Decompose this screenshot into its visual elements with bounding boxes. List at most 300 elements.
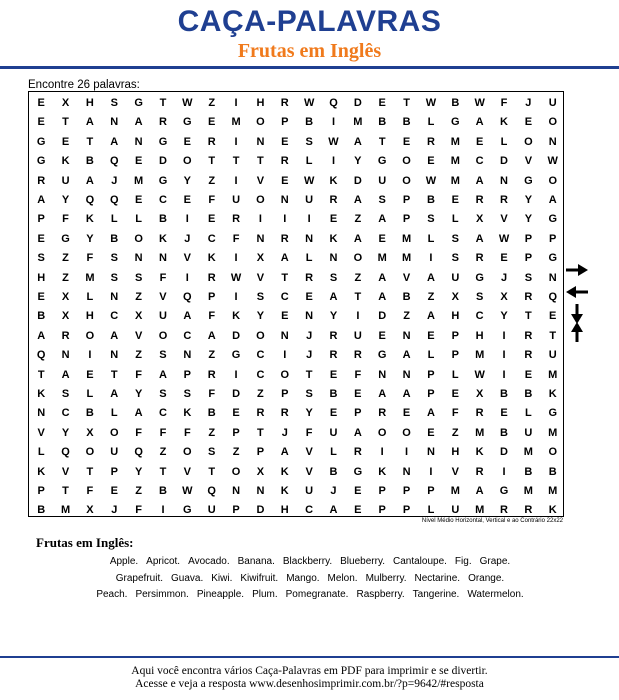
grid-letter[interactable]: L (37, 446, 45, 459)
grid-letter[interactable]: Y (305, 407, 313, 420)
grid-letter[interactable]: Z (135, 485, 142, 497)
grid-letter[interactable]: B (451, 97, 460, 109)
grid-letter[interactable]: W (182, 485, 193, 497)
grid-letter[interactable]: T (305, 368, 313, 381)
grid-letter[interactable]: R (207, 368, 216, 381)
grid-letter[interactable]: A (280, 446, 289, 459)
grid-letter[interactable]: E (329, 368, 338, 381)
grid-letter[interactable]: Z (451, 426, 459, 439)
grid-letter[interactable]: Z (159, 446, 167, 459)
grid-letter[interactable]: U (548, 97, 557, 109)
grid-letter[interactable]: B (402, 291, 411, 303)
grid-letter[interactable]: B (500, 426, 508, 439)
grid-letter[interactable]: G (36, 155, 46, 168)
grid-letter[interactable]: U (329, 426, 338, 439)
grid-letter[interactable]: A (378, 271, 387, 284)
grid-letter[interactable]: X (61, 310, 70, 323)
grid-letter[interactable]: T (110, 368, 118, 381)
grid-letter[interactable]: B (37, 310, 46, 323)
grid-letter[interactable]: O (256, 329, 265, 342)
grid-letter[interactable]: O (134, 232, 143, 245)
grid-letter[interactable]: A (475, 485, 484, 497)
grid-letter[interactable]: E (549, 310, 557, 323)
grid-letter[interactable]: T (159, 97, 167, 109)
grid-letter[interactable]: O (353, 252, 363, 265)
grid-letter[interactable]: S (451, 232, 459, 245)
grid-letter[interactable]: L (305, 252, 313, 265)
grid-letter[interactable]: X (256, 465, 265, 478)
grid-letter[interactable]: P (427, 485, 435, 497)
grid-letter[interactable]: G (36, 135, 46, 148)
grid-letter[interactable]: N (548, 135, 557, 148)
grid-letter[interactable]: T (208, 465, 216, 478)
grid-letter[interactable]: E (329, 407, 338, 420)
grid-letter[interactable]: Q (207, 485, 216, 497)
grid-letter[interactable]: G (377, 349, 387, 362)
grid-letter[interactable]: N (402, 465, 411, 478)
grid-letter[interactable]: J (500, 271, 508, 284)
grid-letter[interactable]: L (427, 349, 435, 362)
grid-letter[interactable]: Z (208, 349, 216, 362)
grid-letter[interactable]: P (524, 232, 533, 245)
grid-letter[interactable]: N (110, 349, 119, 362)
grid-letter[interactable]: R (353, 349, 362, 362)
grid-letter[interactable]: M (548, 485, 558, 497)
grid-letter[interactable]: L (305, 155, 313, 168)
grid-letter[interactable]: F (451, 407, 459, 420)
grid-letter[interactable]: M (353, 116, 363, 129)
grid-letter[interactable]: C (256, 349, 265, 362)
grid-letter[interactable]: A (475, 174, 484, 187)
grid-letter[interactable]: T (37, 368, 45, 381)
grid-letter[interactable]: B (524, 465, 533, 478)
grid-letter[interactable]: G (475, 271, 484, 284)
grid-letter[interactable]: R (305, 271, 314, 284)
grid-letter[interactable]: O (109, 426, 119, 439)
grid-letter[interactable]: P (37, 213, 45, 226)
grid-letter[interactable]: A (280, 252, 289, 265)
grid-letter[interactable]: C (207, 232, 216, 245)
grid-letter[interactable]: W (328, 135, 339, 148)
grid-letter[interactable]: M (401, 252, 412, 265)
grid-letter[interactable]: R (475, 407, 484, 420)
grid-letter[interactable]: S (427, 213, 435, 226)
grid-letter[interactable]: A (378, 213, 387, 226)
grid-letter[interactable]: E (37, 116, 45, 129)
grid-letter[interactable]: O (256, 194, 265, 206)
grid-letter[interactable]: N (110, 291, 119, 303)
grid-letter[interactable]: M (475, 504, 485, 517)
grid-letter[interactable]: H (280, 504, 289, 517)
grid-letter[interactable]: P (232, 504, 240, 517)
grid-letter[interactable]: B (378, 116, 387, 129)
grid-letter[interactable]: M (548, 368, 558, 381)
grid-letter[interactable]: G (231, 349, 241, 362)
grid-letter[interactable]: B (500, 388, 508, 400)
grid-letter[interactable]: C (256, 368, 265, 381)
grid-letter[interactable]: K (280, 465, 289, 478)
grid-letter[interactable]: T (86, 135, 94, 148)
grid-letter[interactable]: Z (403, 310, 410, 323)
grid-letter[interactable]: G (158, 135, 168, 148)
grid-letter[interactable]: D (232, 388, 241, 400)
grid-letter[interactable]: V (500, 213, 508, 226)
grid-letter[interactable]: X (61, 97, 70, 109)
grid-letter[interactable]: B (548, 465, 557, 478)
grid-letter[interactable]: U (451, 504, 460, 517)
grid-letter[interactable]: E (110, 485, 118, 497)
grid-letter[interactable]: C (183, 329, 192, 342)
grid-letter[interactable]: T (62, 485, 69, 497)
grid-letter[interactable]: F (500, 97, 508, 109)
grid-letter[interactable]: E (134, 194, 143, 206)
grid-letter[interactable]: Z (135, 349, 142, 362)
grid-letter[interactable]: Z (354, 271, 362, 284)
grid-letter[interactable]: R (426, 135, 435, 148)
grid-letter[interactable]: V (256, 174, 265, 187)
grid-letter[interactable]: N (548, 271, 557, 284)
grid-letter[interactable]: I (185, 213, 189, 226)
grid-letter[interactable]: E (500, 252, 508, 265)
grid-letter[interactable]: D (378, 310, 387, 323)
grid-letter[interactable]: H (85, 310, 94, 323)
grid-letter[interactable]: R (159, 116, 167, 129)
grid-letter[interactable]: N (280, 329, 289, 342)
grid-letter[interactable]: S (305, 135, 313, 148)
grid-letter[interactable]: G (61, 232, 70, 245)
grid-letter[interactable]: O (402, 155, 411, 168)
grid-letter[interactable]: F (62, 213, 69, 226)
grid-letter[interactable]: V (134, 329, 143, 342)
grid-letter[interactable]: E (524, 116, 533, 129)
grid-letter[interactable]: Z (427, 291, 435, 303)
grid-letter[interactable]: A (353, 426, 362, 439)
grid-letter[interactable]: C (159, 194, 167, 206)
grid-letter[interactable]: K (37, 465, 46, 478)
grid-letter[interactable]: A (110, 388, 119, 400)
grid-letter[interactable]: X (451, 291, 459, 303)
grid-letter[interactable]: I (429, 252, 433, 265)
grid-letter[interactable]: Y (86, 232, 94, 245)
grid-letter[interactable]: R (280, 97, 289, 109)
grid-letter[interactable]: Y (329, 310, 338, 323)
grid-letter[interactable]: N (378, 368, 387, 381)
grid-letter[interactable]: N (280, 194, 289, 206)
grid-letter[interactable]: F (86, 485, 94, 497)
grid-letter[interactable]: W (303, 174, 315, 187)
grid-letter[interactable]: K (475, 446, 484, 459)
grid-letter[interactable]: W (474, 97, 485, 109)
grid-letter[interactable]: N (61, 349, 70, 362)
grid-letter[interactable]: I (502, 368, 506, 381)
grid-letter[interactable]: P (183, 368, 191, 381)
grid-letter[interactable]: T (281, 271, 289, 284)
grid-letter[interactable]: O (402, 174, 411, 187)
grid-letter[interactable]: D (500, 155, 508, 168)
grid-letter[interactable]: P (402, 485, 411, 497)
grid-letter[interactable]: J (306, 349, 313, 362)
grid-letter[interactable]: P (549, 232, 557, 245)
grid-letter[interactable]: N (232, 485, 241, 497)
grid-letter[interactable]: R (207, 135, 216, 148)
grid-letter[interactable]: L (110, 407, 118, 420)
grid-letter[interactable]: F (354, 368, 362, 381)
grid-letter[interactable]: M (450, 135, 460, 148)
grid-letter[interactable]: O (548, 446, 557, 459)
grid-letter[interactable]: F (232, 232, 240, 245)
grid-letter[interactable]: S (451, 252, 459, 265)
grid-letter[interactable]: K (61, 155, 70, 168)
grid-letter[interactable]: Y (61, 194, 70, 206)
grid-letter[interactable]: R (329, 349, 338, 362)
grid-letter[interactable]: L (86, 291, 94, 303)
grid-letter[interactable]: O (548, 116, 557, 129)
grid-letter[interactable]: C (475, 155, 484, 168)
grid-letter[interactable]: E (134, 155, 143, 168)
grid-letter[interactable]: F (183, 426, 191, 439)
grid-letter[interactable]: S (61, 388, 70, 400)
grid-letter[interactable]: A (207, 329, 216, 342)
grid-letter[interactable]: O (524, 135, 533, 148)
grid-letter[interactable]: Q (183, 291, 192, 303)
grid-letter[interactable]: C (305, 504, 314, 517)
grid-letter[interactable]: C (475, 310, 484, 323)
grid-letter[interactable]: Y (256, 310, 265, 323)
grid-letter[interactable]: H (85, 97, 94, 109)
grid-letter[interactable]: Q (329, 97, 338, 109)
grid-letter[interactable]: O (231, 465, 241, 478)
grid-letter[interactable]: F (208, 388, 216, 400)
grid-letter[interactable]: N (37, 407, 46, 420)
grid-letter[interactable]: E (183, 135, 191, 148)
grid-letter[interactable]: F (208, 194, 216, 206)
grid-letter[interactable]: G (183, 116, 192, 129)
grid-letter[interactable]: G (451, 116, 460, 129)
grid-letter[interactable]: R (524, 291, 533, 303)
grid-letter[interactable]: Q (109, 194, 119, 206)
grid-letter[interactable]: N (500, 174, 508, 187)
grid-letter[interactable]: R (329, 329, 338, 342)
grid-letter[interactable]: H (475, 329, 484, 342)
grid-letter[interactable]: V (183, 252, 191, 265)
grid-letter[interactable]: T (378, 135, 386, 148)
grid-letter[interactable]: S (183, 388, 191, 400)
grid-letter[interactable]: X (475, 213, 484, 226)
grid-letter[interactable]: M (231, 116, 241, 129)
grid-letter[interactable]: E (451, 194, 459, 206)
grid-letter[interactable]: K (37, 388, 46, 400)
grid-letter[interactable]: L (525, 407, 532, 420)
grid-letter[interactable]: D (159, 155, 167, 168)
grid-letter[interactable]: E (37, 97, 45, 109)
grid-letter[interactable]: G (158, 174, 168, 187)
grid-letter[interactable]: P (37, 485, 45, 497)
grid-letter[interactable]: A (61, 368, 70, 381)
grid-letter[interactable]: E (208, 116, 216, 129)
grid-letter[interactable]: U (305, 194, 314, 206)
grid-letter[interactable]: R (475, 252, 484, 265)
grid-letter[interactable]: E (37, 232, 45, 245)
grid-letter[interactable]: S (305, 388, 313, 400)
grid-letter[interactable]: W (425, 97, 437, 109)
grid-letter[interactable]: S (378, 194, 386, 206)
grid-letter[interactable]: Z (257, 388, 264, 400)
grid-letter[interactable]: S (524, 271, 533, 284)
grid-letter[interactable]: U (378, 174, 387, 187)
grid-letter[interactable]: A (475, 232, 484, 245)
grid-letter[interactable]: E (475, 135, 484, 148)
grid-letter[interactable]: L (451, 368, 459, 381)
grid-letter[interactable]: I (331, 155, 336, 168)
grid-letter[interactable]: L (500, 135, 508, 148)
grid-letter[interactable]: F (135, 504, 142, 517)
grid-letter[interactable]: N (402, 368, 411, 381)
grid-letter[interactable]: M (401, 232, 412, 245)
grid-letter[interactable]: U (353, 329, 362, 342)
grid-letter[interactable]: O (85, 329, 95, 342)
grid-letter[interactable]: C (110, 310, 119, 323)
grid-letter[interactable]: A (159, 368, 167, 381)
grid-letter[interactable]: U (305, 485, 314, 497)
grid-letter[interactable]: Z (135, 291, 142, 303)
grid-letter[interactable]: N (256, 135, 265, 148)
grid-letter[interactable]: E (37, 291, 45, 303)
grid-letter[interactable]: T (62, 116, 69, 129)
grid-letter[interactable]: I (185, 271, 189, 284)
grid-letter[interactable]: Y (524, 194, 533, 206)
grid-letter[interactable]: J (525, 97, 532, 109)
grid-letter[interactable]: K (329, 174, 338, 187)
grid-letter[interactable]: W (547, 155, 558, 168)
grid-letter[interactable]: I (429, 465, 433, 478)
grid-letter[interactable]: Q (109, 155, 119, 168)
grid-letter[interactable]: A (110, 329, 119, 342)
grid-letter[interactable]: Z (208, 97, 216, 109)
grid-letter[interactable]: X (86, 426, 94, 439)
grid-letter[interactable]: D (232, 329, 241, 342)
grid-letter[interactable]: E (183, 194, 191, 206)
grid-letter[interactable]: X (86, 504, 94, 517)
grid-letter[interactable]: A (378, 388, 387, 400)
grid-letter[interactable]: O (548, 174, 557, 187)
grid-letter[interactable]: T (232, 155, 240, 168)
grid-letter[interactable]: A (378, 291, 387, 303)
grid-letter[interactable]: U (207, 504, 216, 517)
grid-letter[interactable]: K (183, 407, 192, 420)
grid-letter[interactable]: K (548, 388, 557, 400)
grid-letter[interactable]: A (37, 194, 46, 206)
grid-letter[interactable]: H (451, 310, 460, 323)
grid-letter[interactable]: U (61, 174, 70, 187)
grid-letter[interactable]: M (475, 349, 485, 362)
grid-letter[interactable]: K (500, 116, 508, 129)
grid-letter[interactable]: Q (85, 194, 95, 206)
grid-letter[interactable]: R (353, 446, 362, 459)
grid-letter[interactable]: T (86, 465, 94, 478)
grid-letter[interactable]: W (425, 174, 437, 187)
grid-letter[interactable]: V (305, 446, 313, 459)
grid-letter[interactable]: D (256, 504, 265, 517)
grid-letter[interactable]: M (548, 426, 558, 439)
grid-letter[interactable]: I (88, 349, 92, 362)
grid-letter[interactable]: E (208, 213, 216, 226)
grid-letter[interactable]: K (207, 252, 216, 265)
grid-letter[interactable]: E (378, 329, 386, 342)
grid-letter[interactable]: P (402, 194, 411, 206)
grid-letter[interactable]: S (37, 252, 45, 265)
grid-letter[interactable]: A (134, 407, 143, 420)
grid-letter[interactable]: N (426, 446, 435, 459)
grid-letter[interactable]: X (475, 388, 484, 400)
grid-letter[interactable]: W (230, 271, 242, 284)
grid-letter[interactable]: U (159, 310, 167, 323)
grid-letter[interactable]: H (37, 271, 46, 284)
grid-letter[interactable]: I (234, 291, 238, 303)
grid-letter[interactable]: S (159, 388, 167, 400)
grid-letter[interactable]: P (208, 291, 216, 303)
grid-letter[interactable]: J (306, 329, 313, 342)
grid-letter[interactable]: A (110, 135, 119, 148)
grid-letter[interactable]: E (427, 155, 435, 168)
grid-letter[interactable]: V (159, 291, 167, 303)
grid-letter[interactable]: M (85, 271, 95, 284)
grid-letter[interactable]: B (85, 155, 94, 168)
grid-letter[interactable]: E (354, 485, 362, 497)
grid-letter[interactable]: F (208, 310, 216, 323)
grid-letter[interactable]: R (232, 213, 241, 226)
grid-letter[interactable]: E (281, 310, 289, 323)
grid-letter[interactable]: P (256, 446, 265, 459)
grid-letter[interactable]: M (60, 504, 71, 517)
grid-letter[interactable]: O (377, 426, 387, 439)
grid-letter[interactable]: B (207, 407, 216, 420)
grid-letter[interactable]: C (280, 291, 289, 303)
grid-letter[interactable]: Q (548, 291, 557, 303)
grid-letter[interactable]: O (402, 426, 411, 439)
grid-letter[interactable]: R (378, 407, 387, 420)
grid-letter[interactable]: K (280, 485, 289, 497)
grid-letter[interactable]: G (183, 504, 192, 517)
grid-letter[interactable]: E (451, 388, 459, 400)
grid-letter[interactable]: A (353, 194, 362, 206)
grid-letter[interactable]: U (451, 271, 460, 284)
grid-letter[interactable]: N (159, 252, 167, 265)
grid-letter[interactable]: M (134, 174, 144, 187)
grid-letter[interactable]: M (450, 174, 460, 187)
grid-letter[interactable]: Z (208, 426, 216, 439)
grid-letter[interactable]: L (86, 388, 94, 400)
grid-letter[interactable]: P (378, 504, 386, 517)
grid-letter[interactable]: T (257, 426, 264, 439)
grid-letter[interactable]: R (61, 329, 70, 342)
grid-letter[interactable]: E (427, 426, 435, 439)
grid-letter[interactable]: T (257, 155, 264, 168)
grid-letter[interactable]: V (256, 271, 265, 284)
grid-letter[interactable]: E (61, 135, 70, 148)
grid-letter[interactable]: A (353, 135, 362, 148)
grid-letter[interactable]: A (548, 194, 557, 206)
grid-letter[interactable]: S (110, 252, 118, 265)
grid-letter[interactable]: N (134, 252, 143, 265)
grid-letter[interactable]: H (451, 446, 460, 459)
grid-letter[interactable]: A (475, 116, 484, 129)
grid-letter[interactable]: M (450, 155, 460, 168)
grid-letter[interactable]: R (280, 155, 289, 168)
grid-letter[interactable]: Z (62, 271, 69, 284)
grid-letter[interactable]: R (280, 407, 289, 420)
grid-letter[interactable]: C (159, 407, 167, 420)
grid-letter[interactable]: S (159, 349, 167, 362)
